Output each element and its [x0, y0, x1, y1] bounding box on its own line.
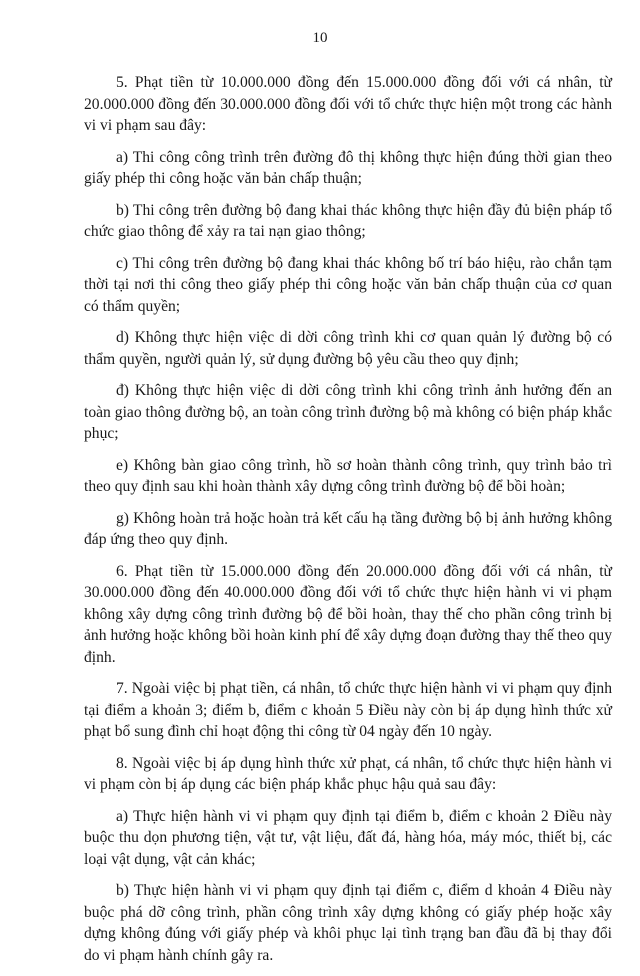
page-number: 10	[312, 30, 328, 46]
paragraph-clause-5e: e) Không bàn giao công trình, hồ sơ hoàn thành công trình, quy trình bảo trì theo quy định sau khi hoàn thành xây dựng công trình đường bộ để bồi hoàn;	[84, 456, 612, 495]
paragraph-clause-7: 7. Ngoài việc bị phạt tiền, cá nhân, tổ chức thực hiện hành vi vi phạm quy định tại điểm a khoản 3; điểm b, điểm c khoản 5 Điều này còn bị áp dụng hình thức xử phạt bổ sung đình chỉ hoạt động thi công từ 04 ngày đến 10 ngày.	[84, 680, 612, 740]
paragraph-clause-6: 6. Phạt tiền từ 15.000.000 đồng đến 20.000.000 đồng đối với cá nhân, từ 30.000.000 đồng đến 40.000.000 đồng đối với tổ chức thực hiện hành vi vi phạm không xây dựng công trình đường bộ để bồi hoàn, thay thế cho phần công trình bị ảnh hưởng hoặc không bồi hoàn kinh phí để xây dựng đoạn đường thay thế theo quy định.	[84, 562, 612, 666]
document-body	[84, 72, 612, 976]
paragraph-clause-5b: b) Thi công trên đường bộ đang khai thác không thực hiện đầy đủ biện pháp tổ chức giao thông để xảy ra tai nạn giao thông;	[84, 201, 612, 240]
paragraph-clause-5c: c) Thi công trên đường bộ đang khai thác không bố trí báo hiệu, rào chắn tạm thời tại nơi thi công theo giấy phép thi công hoặc văn bản chấp thuận của cơ quan có thẩm quyền;	[84, 254, 612, 315]
paragraph-clause-5a: a) Thi công công trình trên đường đô thị không thực hiện đúng thời gian theo giấy phép thi công hoặc văn bản chấp thuận;	[84, 148, 612, 187]
paragraph-clause-5d: d) Không thực hiện việc di dời công trình khi cơ quan quản lý đường bộ có thẩm quyền, người quản lý, sử dụng đường bộ yêu cầu theo quy định;	[84, 329, 612, 368]
paragraph-clause-5: 5. Phạt tiền từ 10.000.000 đồng đến 15.000.000 đồng đối với cá nhân, từ 20.000.000 đồng đến 30.000.000 đồng đối với tổ chức thực hiện một trong các hành vi vi phạm sau đây:	[84, 74, 612, 134]
paragraph-clause-8a: a) Thực hiện hành vi vi phạm quy định tại điểm b, điểm c khoản 2 Điều này buộc thu dọn phương tiện, vật tư, vật liệu, đất đá, hàng hóa, máy móc, thiết bị, các loại vật dụng, vật cản khác;	[84, 807, 612, 868]
paragraph-clause-5dd: đ) Không thực hiện việc di dời công trình khi công trình ảnh hưởng đến an toàn giao thông đường bộ, an toàn công trình đường bộ mà không có biện pháp khắc phục;	[84, 382, 612, 442]
paragraph-clause-8b: b) Thực hiện hành vi vi phạm quy định tại điểm c, điểm d khoản 4 Điều này buộc phá dỡ công trình, phần công trình xây dựng không có giấy phép hoặc xây dựng không đúng với giấy phép và khôi phục lại tình trạng ban đầu đã bị thay đổi do vi phạm hành chính gây ra.	[84, 882, 612, 964]
paragraph-clause-8: 8. Ngoài việc bị áp dụng hình thức xử phạt, cá nhân, tổ chức thực hiện hành vi vi phạm còn bị áp dụng các biện pháp khắc phục hậu quả sau đây:	[84, 754, 612, 793]
paragraph-clause-5g: g) Không hoàn trả hoặc hoàn trả kết cấu hạ tầng đường bộ bị ảnh hưởng không đáp ứng theo quy định.	[84, 509, 612, 548]
